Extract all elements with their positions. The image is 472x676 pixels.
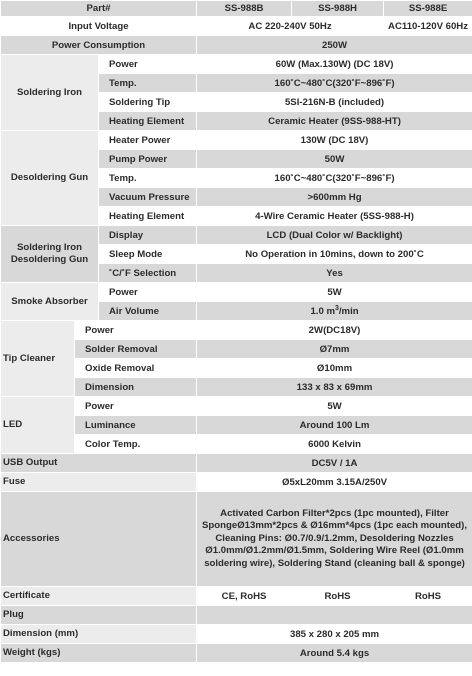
param-value: 5W	[197, 397, 472, 416]
smoke-absorber-row	[1, 283, 472, 302]
input-voltage-value-1: AC 220-240V 50Hz	[197, 17, 384, 36]
tip-cleaner-row	[1, 321, 472, 340]
param-label: Color Temp.	[75, 435, 197, 454]
param-value: LCD (Dual Color w/ Backlight)	[197, 226, 472, 245]
fuse-row	[1, 473, 472, 492]
param-label: Dimension	[75, 378, 197, 397]
header-part: Part#	[1, 1, 197, 17]
desoldering-gun-row	[1, 131, 472, 150]
iron-gun-row	[1, 226, 472, 245]
soldering-iron-label: Soldering Iron	[1, 55, 99, 131]
param-label: Solder Removal	[75, 340, 197, 359]
param-label: Luminance	[75, 416, 197, 435]
param-label: Power	[75, 397, 197, 416]
param-label: Soldering Tip	[99, 93, 197, 112]
param-label: Display	[99, 226, 197, 245]
desoldering-gun-label: Desoldering Gun	[1, 131, 99, 226]
param-value: 50W	[197, 150, 472, 169]
plug-row	[1, 606, 472, 625]
header-model-e: SS-988E	[384, 1, 472, 17]
param-label: Temp.	[99, 169, 197, 188]
fuse-value: Ø5xL20mm 3.15A/250V	[197, 473, 472, 492]
accessories-row	[1, 492, 472, 587]
dimension-row	[1, 625, 472, 644]
certificate-label: Certificate	[1, 587, 197, 606]
input-voltage-label: Input Voltage	[1, 17, 197, 36]
plug-value	[197, 606, 472, 625]
usb-output-label: USB Output	[1, 454, 197, 473]
air-volume-value: 1.0 m	[310, 305, 335, 317]
header-row	[1, 1, 472, 17]
param-value: 5SI-216N-B (included)	[197, 93, 472, 112]
accessories-label: Accessories	[1, 492, 197, 587]
accessories-value: Activated Carbon Filter*2pcs (1pc mounted), Filter SpongeØ13mm*2pcs & Ø16mm*4pcs (1pc each mounted), Cleaning Pins: Ø0.7/0.9/1.2mm, Desoldering Nozzles Ø1.0mm/Ø1.2mm/Ø1.5mm, Soldering Wire Reel (Ø1.0mm soldering wire), Soldering Stand (cleaning ball & sponge)	[197, 492, 472, 587]
param-value	[197, 302, 472, 321]
param-label: Heating Element	[99, 112, 197, 131]
led-label: LED	[1, 397, 75, 454]
param-label: Power	[75, 321, 197, 340]
param-label: Pump Power	[99, 150, 197, 169]
air-volume-exponent: 3	[334, 304, 339, 312]
weight-row	[1, 644, 472, 663]
smoke-absorber-label: Smoke Absorber	[1, 283, 99, 321]
header-model-b: SS-988B	[197, 1, 292, 17]
weight-value: Around 5.4 kgs	[197, 644, 472, 663]
power-consumption-value: 250W	[197, 36, 472, 55]
param-label: Air Volume	[99, 302, 197, 321]
param-label: Sleep Mode	[99, 245, 197, 264]
param-label: Heating Element	[99, 207, 197, 226]
param-value: Ceramic Heater (9SS-988-HT)	[197, 112, 472, 131]
param-label: Power	[99, 283, 197, 302]
param-value: 4-Wire Ceramic Heater (5SS-988-H)	[197, 207, 472, 226]
certificate-value-b: CE, RoHS	[197, 587, 292, 606]
tip-cleaner-label: Tip Cleaner	[1, 321, 75, 397]
param-value: 6000 Kelvin	[197, 435, 472, 454]
certificate-value-h: RoHS	[292, 587, 384, 606]
param-label: Power	[99, 55, 197, 74]
param-value: 133 x 83 x 69mm	[197, 378, 472, 397]
param-value: 160˚C~480˚C(320˚F~896˚F)	[197, 74, 472, 93]
param-label: Vacuum Pressure	[99, 188, 197, 207]
power-consumption-row	[1, 36, 472, 55]
param-value: 60W (Max.130W) (DC 18V)	[197, 55, 472, 74]
param-value: 5W	[197, 283, 472, 302]
param-value: 160˚C~480˚C(320˚F~896˚F)	[197, 169, 472, 188]
param-value: 130W (DC 18V)	[197, 131, 472, 150]
param-value: No Operation in 10mins, down to 200˚C	[197, 245, 472, 264]
led-row	[1, 397, 472, 416]
param-value: Around 100 Lm	[197, 416, 472, 435]
param-value: 2W(DC18V)	[197, 321, 472, 340]
param-value: Yes	[197, 264, 472, 283]
header-model-h: SS-988H	[292, 1, 384, 17]
plug-label: Plug	[1, 606, 197, 625]
dimension-value: 385 x 280 x 205 mm	[197, 625, 472, 644]
iron-gun-label: Soldering Iron Desoldering Gun	[1, 226, 99, 283]
air-volume-unit: /min	[338, 305, 359, 317]
fuse-label: Fuse	[1, 473, 197, 492]
usb-output-row	[1, 454, 472, 473]
power-consumption-label: Power Consumption	[1, 36, 197, 55]
certificate-value-e: RoHS	[384, 587, 472, 606]
param-label: Oxide Removal	[75, 359, 197, 378]
soldering-iron-row	[1, 55, 472, 74]
param-value: Ø10mm	[197, 359, 472, 378]
certificate-row	[1, 587, 472, 606]
param-label: Temp.	[99, 74, 197, 93]
param-label: Heater Power	[99, 131, 197, 150]
usb-output-value: DC5V / 1A	[197, 454, 472, 473]
param-value: Ø7mm	[197, 340, 472, 359]
input-voltage-value-2: AC110-120V 60Hz	[384, 17, 472, 36]
weight-label: Weight (kgs)	[1, 644, 197, 663]
input-voltage-row	[1, 17, 472, 36]
param-value: >600mm Hg	[197, 188, 472, 207]
param-label: ˚C/˚F Selection	[99, 264, 197, 283]
dimension-label: Dimension (mm)	[1, 625, 197, 644]
